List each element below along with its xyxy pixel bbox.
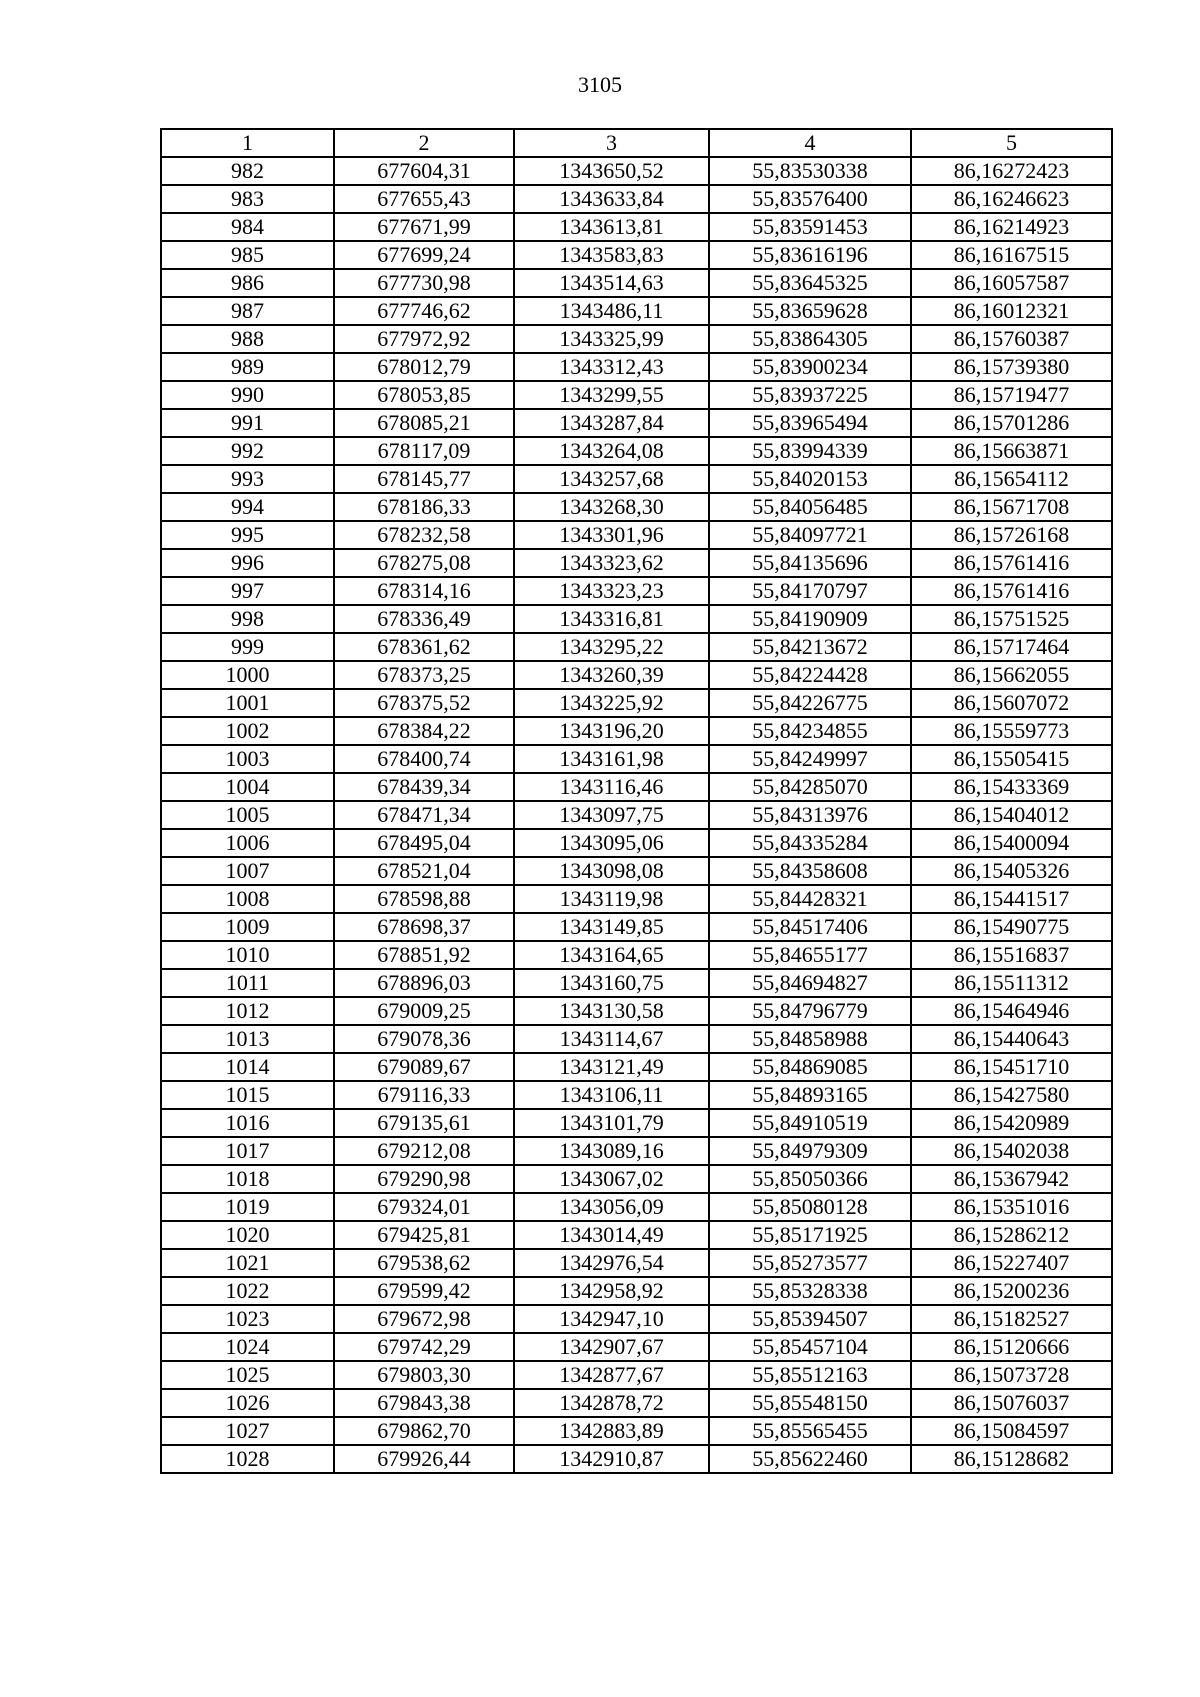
table-cell-col-1: 992 [161, 437, 334, 465]
table-row [161, 1137, 1112, 1165]
table-cell-col-2: 678471,34 [334, 801, 514, 829]
table-row [161, 577, 1112, 605]
table-cell-col-3: 1343312,43 [514, 353, 709, 381]
table-cell-col-4: 55,84056485 [709, 493, 911, 521]
header-cell-col-5: 5 [911, 129, 1112, 157]
table-cell-col-4: 55,85565455 [709, 1417, 911, 1445]
table-cell-col-4: 55,84226775 [709, 689, 911, 717]
table-row [161, 745, 1112, 773]
table-cell-col-2: 678698,37 [334, 913, 514, 941]
table-cell-col-5: 86,15182527 [911, 1305, 1112, 1333]
table-cell-col-1: 993 [161, 465, 334, 493]
table-row [161, 1109, 1112, 1137]
table-cell-col-2: 679135,61 [334, 1109, 514, 1137]
table-row [161, 773, 1112, 801]
table-row [161, 521, 1112, 549]
table-cell-col-5: 86,15559773 [911, 717, 1112, 745]
table-cell-col-5: 86,15654112 [911, 465, 1112, 493]
table-cell-col-2: 678361,62 [334, 633, 514, 661]
table-cell-col-4: 55,83576400 [709, 185, 911, 213]
table-row [161, 353, 1112, 381]
table-cell-col-1: 1022 [161, 1277, 334, 1305]
table-row [161, 605, 1112, 633]
table-cell-col-3: 1343287,84 [514, 409, 709, 437]
table-row [161, 997, 1112, 1025]
table-cell-col-5: 86,15607072 [911, 689, 1112, 717]
table-cell-col-3: 1343114,67 [514, 1025, 709, 1053]
table-cell-col-4: 55,83965494 [709, 409, 911, 437]
table-cell-col-4: 55,84655177 [709, 941, 911, 969]
table-cell-col-3: 1343299,55 [514, 381, 709, 409]
table-cell-col-3: 1342878,72 [514, 1389, 709, 1417]
header-cell-col-4: 4 [709, 129, 911, 157]
table-cell-col-5: 86,16057587 [911, 269, 1112, 297]
table-cell-col-4: 55,84020153 [709, 465, 911, 493]
table-cell-col-4: 55,84097721 [709, 521, 911, 549]
table-cell-col-2: 678375,52 [334, 689, 514, 717]
table-cell-col-4: 55,84979309 [709, 1137, 911, 1165]
table-cell-col-1: 1017 [161, 1137, 334, 1165]
table-cell-col-1: 1024 [161, 1333, 334, 1361]
table-cell-col-4: 55,85622460 [709, 1445, 911, 1473]
table-row [161, 325, 1112, 353]
table-cell-col-5: 86,15751525 [911, 605, 1112, 633]
table-row [161, 465, 1112, 493]
table-cell-col-1: 1027 [161, 1417, 334, 1445]
table-row [161, 717, 1112, 745]
table-cell-col-5: 86,15505415 [911, 745, 1112, 773]
table-row [161, 1305, 1112, 1333]
page-number: 3105 [578, 72, 622, 97]
table-cell-col-3: 1342907,67 [514, 1333, 709, 1361]
table-row [161, 633, 1112, 661]
table-row [161, 1333, 1112, 1361]
table-cell-col-2: 678145,77 [334, 465, 514, 493]
table-cell-col-5: 86,15662055 [911, 661, 1112, 689]
table-cell-col-5: 86,15427580 [911, 1081, 1112, 1109]
table-cell-col-1: 1012 [161, 997, 334, 1025]
table-cell-col-4: 55,83530338 [709, 157, 911, 185]
header-cell-col-1: 1 [161, 129, 334, 157]
table-cell-col-5: 86,15760387 [911, 325, 1112, 353]
table-cell-col-2: 679089,67 [334, 1053, 514, 1081]
table-cell-col-3: 1343119,98 [514, 885, 709, 913]
coordinates-table [160, 128, 1113, 1474]
table-cell-col-4: 55,84213672 [709, 633, 911, 661]
table-row [161, 1361, 1112, 1389]
table-cell-col-1: 1002 [161, 717, 334, 745]
table-cell-col-1: 995 [161, 521, 334, 549]
table-cell-col-1: 1013 [161, 1025, 334, 1053]
table-cell-col-2: 678186,33 [334, 493, 514, 521]
table-cell-col-4: 55,85457104 [709, 1333, 911, 1361]
table-row [161, 1053, 1112, 1081]
table-row [161, 689, 1112, 717]
table-cell-col-5: 86,15516837 [911, 941, 1112, 969]
table-cell-col-5: 86,15490775 [911, 913, 1112, 941]
table-cell-col-4: 55,84858988 [709, 1025, 911, 1053]
table-row [161, 913, 1112, 941]
table-cell-col-3: 1343089,16 [514, 1137, 709, 1165]
table-cell-col-5: 86,15451710 [911, 1053, 1112, 1081]
table-cell-col-5: 86,15073728 [911, 1361, 1112, 1389]
table-cell-col-2: 679290,98 [334, 1165, 514, 1193]
table-cell-col-3: 1343268,30 [514, 493, 709, 521]
table-cell-col-4: 55,85394507 [709, 1305, 911, 1333]
table-cell-col-2: 677746,62 [334, 297, 514, 325]
table-cell-col-3: 1343121,49 [514, 1053, 709, 1081]
table-row [161, 493, 1112, 521]
table-cell-col-1: 1023 [161, 1305, 334, 1333]
table-cell-col-3: 1343130,58 [514, 997, 709, 1025]
table-cell-col-1: 1019 [161, 1193, 334, 1221]
table-cell-col-2: 678275,08 [334, 549, 514, 577]
table-cell-col-2: 678439,34 [334, 773, 514, 801]
table-cell-col-3: 1343164,65 [514, 941, 709, 969]
table-row [161, 885, 1112, 913]
table-cell-col-4: 55,84190909 [709, 605, 911, 633]
table-cell-col-4: 55,85328338 [709, 1277, 911, 1305]
table-cell-col-1: 1025 [161, 1361, 334, 1389]
table-cell-col-4: 55,85548150 [709, 1389, 911, 1417]
table-cell-col-1: 1016 [161, 1109, 334, 1137]
table-header [161, 129, 1112, 157]
table-cell-col-4: 55,84135696 [709, 549, 911, 577]
table-cell-col-2: 679742,29 [334, 1333, 514, 1361]
table-row [161, 185, 1112, 213]
table-row [161, 381, 1112, 409]
table-row [161, 1417, 1112, 1445]
table-cell-col-1: 998 [161, 605, 334, 633]
table-row [161, 1165, 1112, 1193]
table-cell-col-4: 55,85050366 [709, 1165, 911, 1193]
table-cell-col-5: 86,15717464 [911, 633, 1112, 661]
table-cell-col-4: 55,84335284 [709, 829, 911, 857]
table-cell-col-5: 86,15402038 [911, 1137, 1112, 1165]
table-cell-col-2: 678314,16 [334, 577, 514, 605]
table-cell-col-1: 984 [161, 213, 334, 241]
table-row [161, 1389, 1112, 1417]
table-row [161, 801, 1112, 829]
table-cell-col-2: 679803,30 [334, 1361, 514, 1389]
table-cell-col-2: 679843,38 [334, 1389, 514, 1417]
table-cell-col-5: 86,15433369 [911, 773, 1112, 801]
table-cell-col-3: 1343098,08 [514, 857, 709, 885]
table-cell-col-1: 990 [161, 381, 334, 409]
table-cell-col-4: 55,84428321 [709, 885, 911, 913]
table-cell-col-4: 55,84285070 [709, 773, 911, 801]
table-cell-col-2: 677604,31 [334, 157, 514, 185]
header-cell-col-2: 2 [334, 129, 514, 157]
table-cell-col-1: 1004 [161, 773, 334, 801]
table-cell-col-2: 678373,25 [334, 661, 514, 689]
table-row [161, 213, 1112, 241]
table-cell-col-2: 678232,58 [334, 521, 514, 549]
table-cell-col-2: 678598,88 [334, 885, 514, 913]
table-cell-col-5: 86,16272423 [911, 157, 1112, 185]
table-cell-col-3: 1342883,89 [514, 1417, 709, 1445]
table-cell-col-3: 1343514,63 [514, 269, 709, 297]
table-cell-col-1: 1001 [161, 689, 334, 717]
table-cell-col-4: 55,85273577 [709, 1249, 911, 1277]
table-cell-col-4: 55,84694827 [709, 969, 911, 997]
table-cell-col-2: 678384,22 [334, 717, 514, 745]
table-cell-col-2: 678851,92 [334, 941, 514, 969]
table-cell-col-5: 86,15701286 [911, 409, 1112, 437]
table-cell-col-3: 1343583,83 [514, 241, 709, 269]
table-cell-col-1: 996 [161, 549, 334, 577]
table-cell-col-3: 1343323,23 [514, 577, 709, 605]
table-cell-col-5: 86,16246623 [911, 185, 1112, 213]
table-cell-col-5: 86,16214923 [911, 213, 1112, 241]
table-cell-col-5: 86,15726168 [911, 521, 1112, 549]
table-cell-col-5: 86,15200236 [911, 1277, 1112, 1305]
table-cell-col-2: 679926,44 [334, 1445, 514, 1473]
table-cell-col-1: 1021 [161, 1249, 334, 1277]
table-row [161, 941, 1112, 969]
table-cell-col-5: 86,15761416 [911, 549, 1112, 577]
table-cell-col-2: 678012,79 [334, 353, 514, 381]
table-cell-col-2: 679009,25 [334, 997, 514, 1025]
table-cell-col-4: 55,83937225 [709, 381, 911, 409]
table-cell-col-3: 1343067,02 [514, 1165, 709, 1193]
table-row [161, 829, 1112, 857]
table-cell-col-3: 1343486,11 [514, 297, 709, 325]
table-cell-col-2: 677655,43 [334, 185, 514, 213]
table-row [161, 661, 1112, 689]
table-cell-col-3: 1342877,67 [514, 1361, 709, 1389]
table-cell-col-1: 1020 [161, 1221, 334, 1249]
table-cell-col-5: 86,15120666 [911, 1333, 1112, 1361]
table-cell-col-3: 1343161,98 [514, 745, 709, 773]
table-row [161, 1193, 1112, 1221]
table-cell-col-3: 1342910,87 [514, 1445, 709, 1473]
table-cell-col-4: 55,84358608 [709, 857, 911, 885]
table-cell-col-4: 55,84893165 [709, 1081, 911, 1109]
table-cell-col-1: 999 [161, 633, 334, 661]
table-row [161, 157, 1112, 185]
table-cell-col-3: 1343257,68 [514, 465, 709, 493]
table-cell-col-3: 1343633,84 [514, 185, 709, 213]
table-cell-col-5: 86,15464946 [911, 997, 1112, 1025]
table-cell-col-4: 55,84796779 [709, 997, 911, 1025]
table-cell-col-1: 1005 [161, 801, 334, 829]
table-cell-col-5: 86,15671708 [911, 493, 1112, 521]
table-cell-col-3: 1343014,49 [514, 1221, 709, 1249]
table-cell-col-2: 679599,42 [334, 1277, 514, 1305]
table-cell-col-1: 1010 [161, 941, 334, 969]
table-cell-col-4: 55,84517406 [709, 913, 911, 941]
table-cell-col-5: 86,15367942 [911, 1165, 1112, 1193]
table-cell-col-3: 1343160,75 [514, 969, 709, 997]
table-cell-col-5: 86,15663871 [911, 437, 1112, 465]
table-cell-col-5: 86,15405326 [911, 857, 1112, 885]
table-cell-col-1: 1026 [161, 1389, 334, 1417]
table-cell-col-4: 55,85080128 [709, 1193, 911, 1221]
table-cell-col-3: 1342947,10 [514, 1305, 709, 1333]
table-cell-col-3: 1343056,09 [514, 1193, 709, 1221]
table-row [161, 549, 1112, 577]
table-cell-col-4: 55,84234855 [709, 717, 911, 745]
table-cell-col-4: 55,83994339 [709, 437, 911, 465]
table-cell-col-5: 86,15420989 [911, 1109, 1112, 1137]
table-cell-col-2: 678495,04 [334, 829, 514, 857]
table-cell-col-5: 86,15128682 [911, 1445, 1112, 1473]
table-cell-col-2: 679672,98 [334, 1305, 514, 1333]
table-cell-col-2: 678400,74 [334, 745, 514, 773]
table-cell-col-2: 677699,24 [334, 241, 514, 269]
table-cell-col-4: 55,84313976 [709, 801, 911, 829]
table-cell-col-5: 86,16012321 [911, 297, 1112, 325]
table-cell-col-5: 86,15400094 [911, 829, 1112, 857]
table-cell-col-1: 1014 [161, 1053, 334, 1081]
table-cell-col-4: 55,84249997 [709, 745, 911, 773]
table-cell-col-3: 1343301,96 [514, 521, 709, 549]
table-body [161, 157, 1112, 1473]
table-cell-col-3: 1343323,62 [514, 549, 709, 577]
table-cell-col-2: 679116,33 [334, 1081, 514, 1109]
table-cell-col-5: 86,15719477 [911, 381, 1112, 409]
table-cell-col-1: 1018 [161, 1165, 334, 1193]
table-cell-col-5: 86,15441517 [911, 885, 1112, 913]
table-cell-col-4: 55,84224428 [709, 661, 911, 689]
table-cell-col-1: 994 [161, 493, 334, 521]
table-cell-col-1: 1015 [161, 1081, 334, 1109]
table-cell-col-2: 678896,03 [334, 969, 514, 997]
table-cell-col-4: 55,85171925 [709, 1221, 911, 1249]
table-cell-col-1: 1028 [161, 1445, 334, 1473]
table-cell-col-4: 55,85512163 [709, 1361, 911, 1389]
table-cell-col-3: 1343613,81 [514, 213, 709, 241]
table-row [161, 437, 1112, 465]
table-cell-col-3: 1343149,85 [514, 913, 709, 941]
table-cell-col-5: 86,15286212 [911, 1221, 1112, 1249]
table-cell-col-1: 1011 [161, 969, 334, 997]
table-cell-col-5: 86,15739380 [911, 353, 1112, 381]
table-cell-col-3: 1343325,99 [514, 325, 709, 353]
table-cell-col-1: 989 [161, 353, 334, 381]
table-cell-col-2: 677671,99 [334, 213, 514, 241]
table-cell-col-3: 1343650,52 [514, 157, 709, 185]
table-cell-col-3: 1343097,75 [514, 801, 709, 829]
table-cell-col-1: 986 [161, 269, 334, 297]
table-row [161, 409, 1112, 437]
header-cell-col-3: 3 [514, 129, 709, 157]
table-cell-col-1: 991 [161, 409, 334, 437]
table-cell-col-3: 1343316,81 [514, 605, 709, 633]
table-cell-col-5: 86,15404012 [911, 801, 1112, 829]
table-row [161, 857, 1112, 885]
table-cell-col-4: 55,83864305 [709, 325, 911, 353]
table-cell-col-3: 1343225,92 [514, 689, 709, 717]
table-cell-col-4: 55,84910519 [709, 1109, 911, 1137]
table-cell-col-3: 1342976,54 [514, 1249, 709, 1277]
table-cell-col-1: 1009 [161, 913, 334, 941]
table-row [161, 969, 1112, 997]
table-cell-col-3: 1343106,11 [514, 1081, 709, 1109]
table-row [161, 1081, 1112, 1109]
table-cell-col-2: 679538,62 [334, 1249, 514, 1277]
table-cell-col-5: 86,15761416 [911, 577, 1112, 605]
table-cell-col-1: 985 [161, 241, 334, 269]
table-row [161, 1445, 1112, 1473]
table-cell-col-4: 55,83900234 [709, 353, 911, 381]
table-cell-col-5: 86,15076037 [911, 1389, 1112, 1417]
table-cell-col-2: 678521,04 [334, 857, 514, 885]
table-cell-col-3: 1342958,92 [514, 1277, 709, 1305]
table-row [161, 1025, 1112, 1053]
table-cell-col-2: 678336,49 [334, 605, 514, 633]
table-cell-col-1: 987 [161, 297, 334, 325]
header-row [161, 129, 1112, 157]
table-cell-col-1: 1006 [161, 829, 334, 857]
table-cell-col-4: 55,84869085 [709, 1053, 911, 1081]
table-cell-col-2: 679078,36 [334, 1025, 514, 1053]
table-cell-col-1: 1000 [161, 661, 334, 689]
table-cell-col-5: 86,15351016 [911, 1193, 1112, 1221]
table-cell-col-4: 55,84170797 [709, 577, 911, 605]
table-cell-col-2: 678085,21 [334, 409, 514, 437]
table-cell-col-1: 1003 [161, 745, 334, 773]
table-cell-col-3: 1343196,20 [514, 717, 709, 745]
table-cell-col-2: 678053,85 [334, 381, 514, 409]
table-cell-col-2: 678117,09 [334, 437, 514, 465]
table-cell-col-2: 679425,81 [334, 1221, 514, 1249]
table-cell-col-3: 1343095,06 [514, 829, 709, 857]
table-cell-col-1: 1008 [161, 885, 334, 913]
table-cell-col-4: 55,83591453 [709, 213, 911, 241]
table-row [161, 297, 1112, 325]
table-cell-col-5: 86,16167515 [911, 241, 1112, 269]
table-cell-col-1: 997 [161, 577, 334, 605]
table-cell-col-1: 1007 [161, 857, 334, 885]
table-cell-col-3: 1343295,22 [514, 633, 709, 661]
table-cell-col-2: 679212,08 [334, 1137, 514, 1165]
table-cell-col-3: 1343260,39 [514, 661, 709, 689]
table-cell-col-5: 86,15227407 [911, 1249, 1112, 1277]
table-cell-col-4: 55,83616196 [709, 241, 911, 269]
table-row [161, 269, 1112, 297]
table-cell-col-2: 679324,01 [334, 1193, 514, 1221]
table-cell-col-4: 55,83645325 [709, 269, 911, 297]
table-cell-col-4: 55,83659628 [709, 297, 911, 325]
table-row [161, 1221, 1112, 1249]
table-cell-col-5: 86,15440643 [911, 1025, 1112, 1053]
table-cell-col-2: 677730,98 [334, 269, 514, 297]
table-row [161, 241, 1112, 269]
table-row [161, 1249, 1112, 1277]
table-cell-col-3: 1343116,46 [514, 773, 709, 801]
table-cell-col-5: 86,15511312 [911, 969, 1112, 997]
table-row [161, 1277, 1112, 1305]
table-cell-col-1: 983 [161, 185, 334, 213]
table-cell-col-1: 982 [161, 157, 334, 185]
table-cell-col-2: 679862,70 [334, 1417, 514, 1445]
table-cell-col-1: 988 [161, 325, 334, 353]
table-cell-col-3: 1343101,79 [514, 1109, 709, 1137]
table-cell-col-5: 86,15084597 [911, 1417, 1112, 1445]
table-cell-col-3: 1343264,08 [514, 437, 709, 465]
table-cell-col-2: 677972,92 [334, 325, 514, 353]
